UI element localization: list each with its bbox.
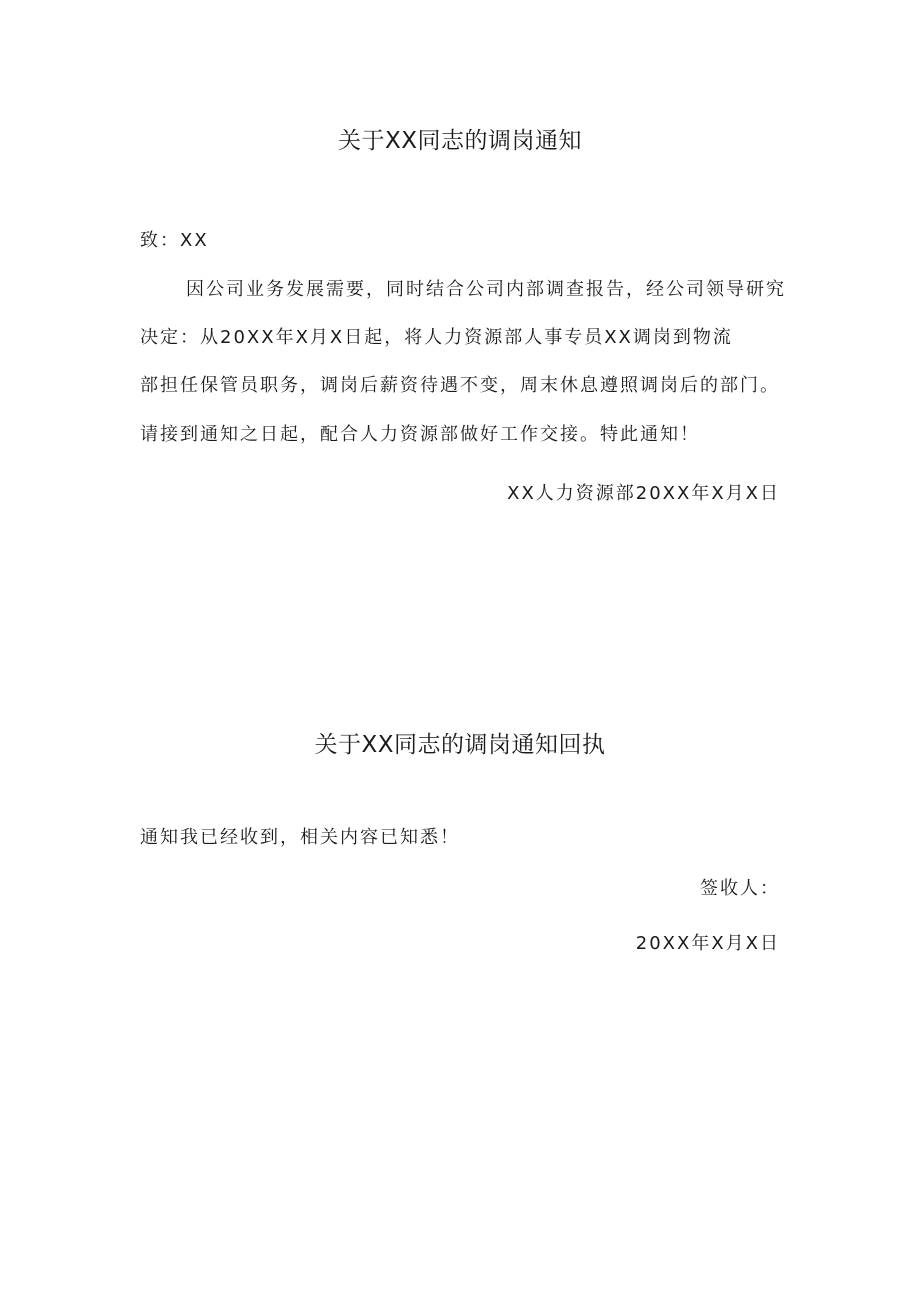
receipt-date: 20XX年X月X日: [635, 933, 780, 954]
receipt-statement: 通知我已经收到，相关内容已知悉！: [140, 827, 460, 848]
notice-body-line-1: 因公司业务发展需要，同时结合公司内部调查报告，经公司领导研究: [186, 279, 786, 300]
notice-body-line-4: 请接到通知之日起，配合人力资源部做好工作交接。特此通知！: [140, 424, 700, 445]
notice-body-line-3: 部担任保管员职务，调岗后薪资待遇不变，周末休息遵照调岗后的部门。: [140, 375, 780, 396]
notice-body-line-2: 决定：从20XX年X月X日起，将人力资源部人事专员XX调岗到物流: [140, 327, 733, 348]
notice-title: 关于XX同志的调岗通知: [337, 128, 582, 154]
notice-salutation: 致：XX: [140, 230, 209, 251]
receipt-signer-label: 签收人：: [700, 878, 780, 899]
receipt-title: 关于XX同志的调岗通知回执: [314, 732, 606, 758]
notice-signature: XX人力资源部20XX年X月X日: [507, 483, 780, 504]
